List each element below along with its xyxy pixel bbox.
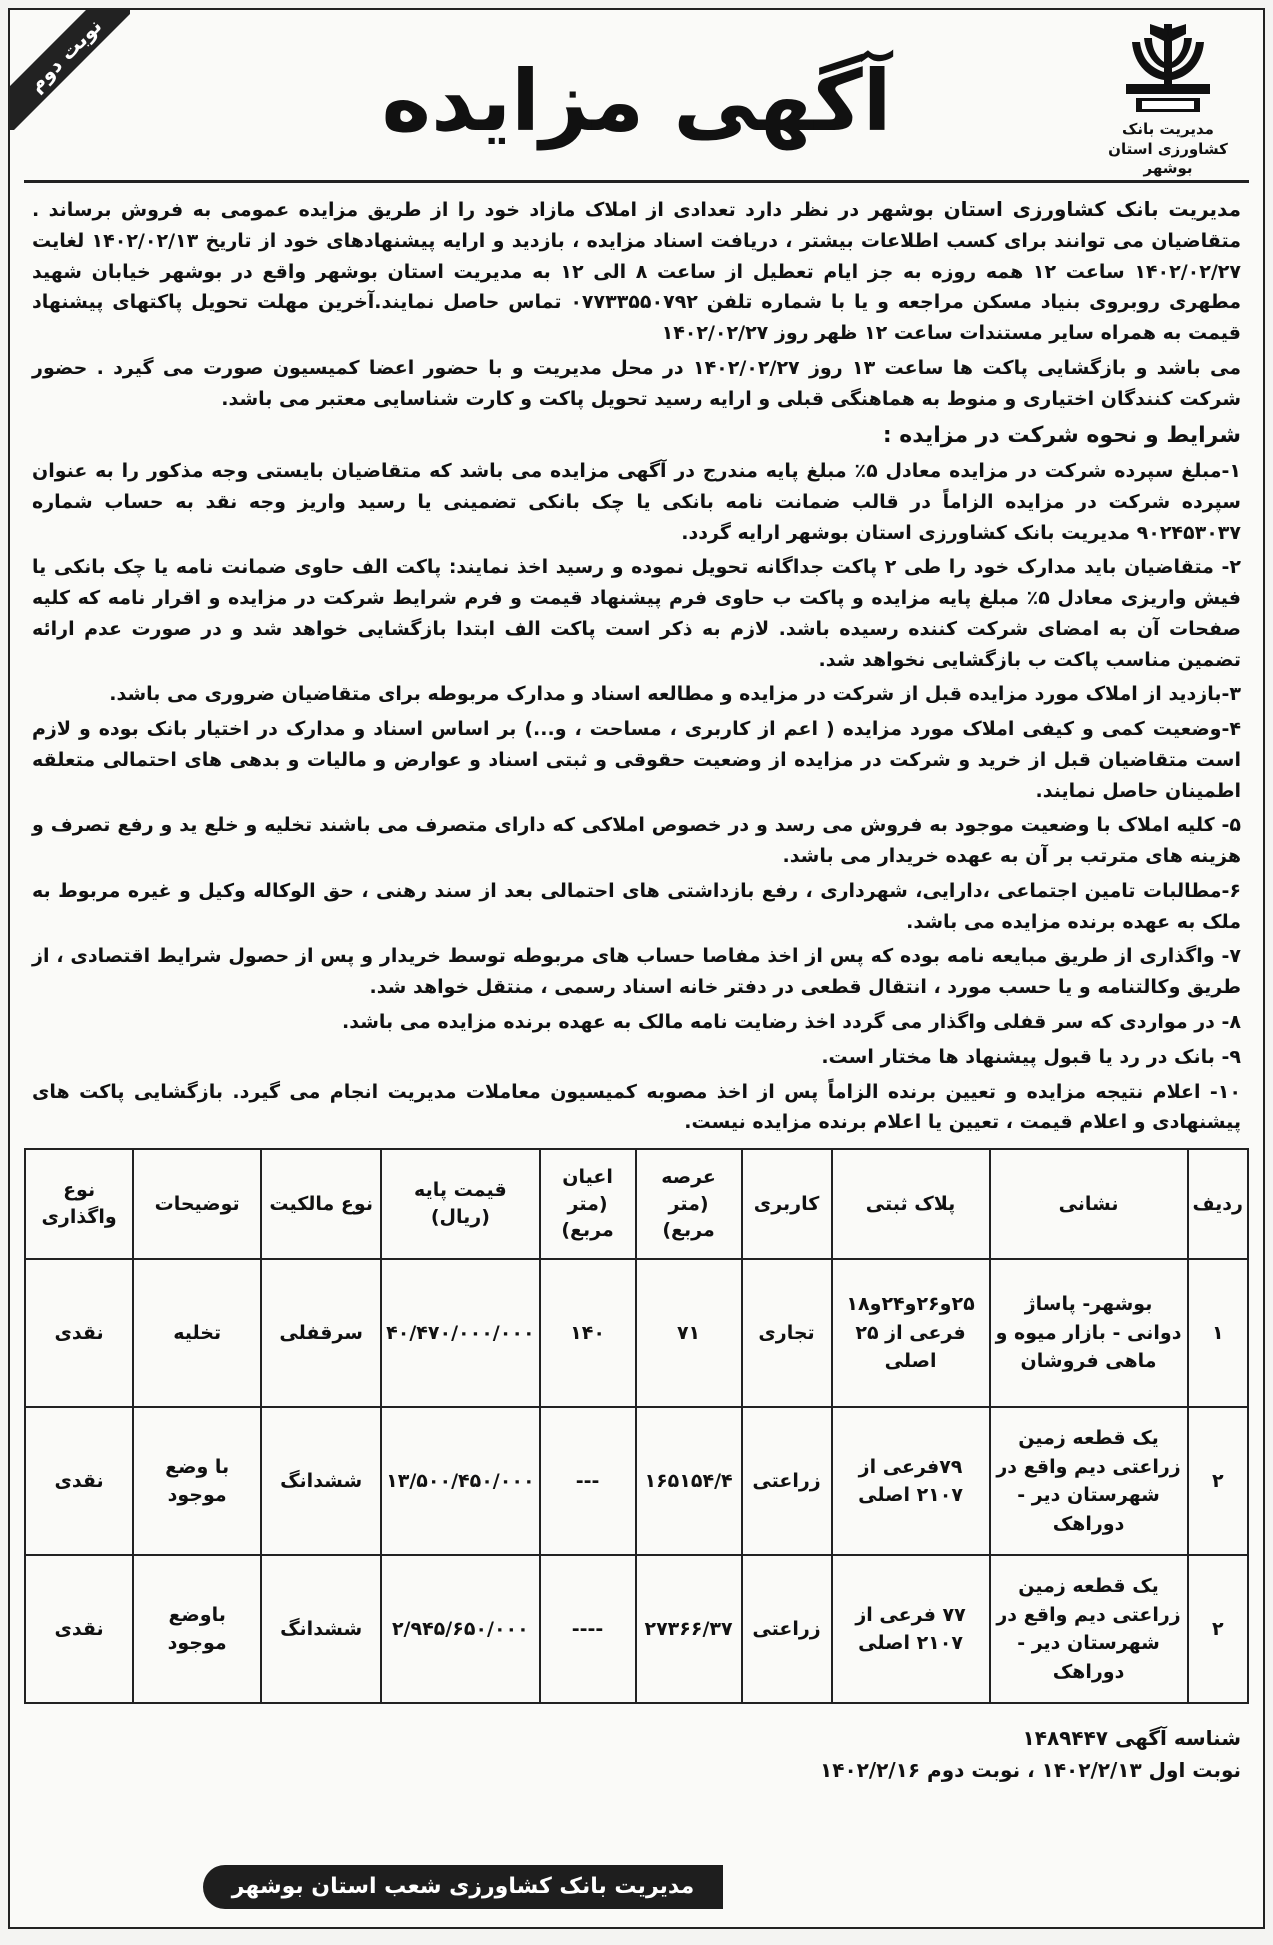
col-plak: پلاک ثبتی [832,1149,990,1259]
condition-item: ۳-بازدید از املاک مورد مزایده قبل از شرکت در مزایده و مطالعه اسناد و مدارک مربوطه برای متقاضیان ضروری می باشد. [109,683,1241,706]
cell-ownership: ششدانگ [261,1407,381,1555]
col-ownership: نوع مالکیت [261,1149,381,1259]
col-price: قیمت پایه (ریال) [381,1149,539,1259]
cell-building: ۱۴۰ [540,1259,636,1407]
intro-lead: مدیریت بانک کشاورزی استان بوشهر [868,197,1241,221]
cell-description: با وضع موجود [133,1407,261,1555]
condition-item: ۵- کلیه املاک با وضعیت موجود به فروش می رسد و در خصوص املاکی که دارای متصرف می باشند تخلیه و خلع ید و رفع تصرف و هزینه های مترتب بر آن به عهده خریدار می باشد. [32,814,1241,868]
cell-address: بوشهر- پاساژ دوانی - بازار میوه و ماهی فروشان [990,1259,1188,1407]
ad-identifier: شناسه آگهی ۱۴۸۹۴۴۷ [1022,1726,1241,1751]
cell-transfer: نقدی [25,1555,133,1703]
condition-item: ۲- متقاضیان باید مدارک خود را طی ۲ پاکت جداگانه تحویل نموده و رسید اخذ نمایند: پاکت الف حاوی ضمانت نامه یا چک بانکی یا فیش واریزی معادل ۵٪ مبلغ پایه مزایده و پاکت ب حاوی فرم پیشنهاد قیمت و فرم شرایط شرکت در مزایده و اقرار نامه که کلیه صفحات آن به امضای شرکت کننده رسیده باشد. لازم به ذکر است پاکت الف ابتدا بازگشایی خواهد شد و در صورت عدم ارائه تضمین مناسب پاکت ب بازگشایی نخواهد شد. [32,556,1241,671]
condition-item: ۱-مبلغ سپرده شرکت در مزایده معادل ۵٪ مبلغ پایه مندرج در آگهی مزایده می باشد که متقاضیان بایستی وجه مذکور را به عنوان سپرده شرکت در مزایده الزاماً در قالب ضمانت نامه بانکی یا چک بانکی تضمینی یا رسید واریز وجه نقد به حساب شماره ۹۰۲۴۵۳۰۳۷ مدیریت بانک کشاورزی استان بوشهر ارایه گردد. [32,459,1241,544]
cell-area: ۷۱ [636,1259,742,1407]
logo-caption: مدیریت بانک کشاورزی استان بوشهر [1108,120,1228,177]
cell-transfer: نقدی [25,1259,133,1407]
cell-plak: ۷۹فرعی از ۲۱۰۷ اصلی [832,1407,990,1555]
cell-ownership: ششدانگ [261,1555,381,1703]
col-usage: کاربری [742,1149,832,1259]
cell-area: ۱۶۵۱۵۴/۴ [636,1407,742,1555]
cell-usage: زراعتی [742,1407,832,1555]
intro-text-1: در نظر دارد تعدادی از املاک مازاد خود را از طریق مزایده عمومی به فروش برساند . متقاضیان می توانند برای کسب اطلاعات بیشتر ، دریافت اسناد مزایده ، بازدید و ارایه پیشنهادهای خود از تاریخ ۱۴۰۲/۰۲/۱۳ لغایت ۱۴۰۲/۰۲/۲۷ ساعت ۱۲ همه روزه به جز ایام تعطیل از ساعت ۸ الی ۱۲ به مدیریت استان بوشهر واقع در بوشهر خیابان شهید مطهری روبروی بنیاد مسکن مراجعه و یا با شماره تلفن ۰۷۷۳۳۵۵۰۷۹۲ تماس حاصل نمایند.آخرین مهلت تحویل پاکتهای پیشنهاد قیمت به همراه سایر مستندات ساعت ۱۲ ظهر روز ۱۴۰۲/۰۲/۲۷ [32,199,1242,345]
table-header-row [25,1149,1248,1259]
cell-transfer: نقدی [25,1407,133,1555]
cell-ownership: سرقفلی [261,1259,381,1407]
notice-header [10,10,1263,180]
bank-logo-icon [1120,20,1216,120]
cell-usage: زراعتی [742,1555,832,1703]
table-row [25,1259,1248,1407]
cell-address: یک قطعه زمین زراعتی دیم واقع در شهرستان دیر - دوراهک [990,1555,1188,1703]
cell-building: --- [540,1407,636,1555]
notice-footer [10,1704,1263,1786]
cell-price: ۴۰/۴۷۰/۰۰۰/۰۰۰ [381,1259,539,1407]
cell-row: ۲ [1188,1555,1248,1703]
cell-plak: ۷۷ فرعی از ۲۱۰۷ اصلی [832,1555,990,1703]
cell-price: ۱۳/۵۰۰/۴۵۰/۰۰۰ [381,1407,539,1555]
publication-dates: نوبت اول ۱۴۰۲/۲/۱۳ ، نوبت دوم ۱۴۰۲/۲/۱۶ [820,1758,1241,1783]
condition-item: ۶-مطالبات تامین اجتماعی ،دارایی، شهرداری ، رفع بازداشتی های احتمالی بعد از سند رهنی ، حق الوکاله وکیل و غیره مربوط به ملک به عهده برنده مزایده می باشد. [32,879,1241,933]
condition-item: ۱۰- اعلام نتیجه مزایده و تعیین برنده الزاماً پس از اخذ مصوبه کمیسیون معاملات مدیریت انجام می گیرد. بازگشایی پاکت های پیشنهادی و اعلام قیمت ، تعیین یا اعلام برنده مزایده نیست. [32,1080,1241,1134]
cell-area: ۲۷۳۶۶/۳۷ [636,1555,742,1703]
col-row: ردیف [1188,1149,1248,1259]
table-row [25,1555,1248,1703]
cell-price: ۲/۹۴۵/۶۵۰/۰۰۰ [381,1555,539,1703]
condition-item: ۷- واگذاری از طریق مبایعه نامه بوده که پس از اخذ مفاصا حساب های مربوطه توسط خریدار و پس از حصول شرایط اقتصادی ، از طریق وکالتنامه و یا حسب مورد ، انتقال قطعی در دفتر خانه اسناد رسمی ، منتقل خواهد شد. [32,945,1241,999]
ribbon-label: نوبت دوم [10,10,130,130]
notice-title: آگهی مزایده [381,52,892,150]
col-address: نشانی [990,1149,1188,1259]
properties-table [24,1148,1249,1704]
col-building: اعیان (متر مربع) [540,1149,636,1259]
cell-usage: تجاری [742,1259,832,1407]
signature-banner: مدیریت بانک کشاورزی شعب استان بوشهر [203,1865,723,1909]
cell-description: باوضع موجود [133,1555,261,1703]
col-description: توضیحات [133,1149,261,1259]
bank-logo [1093,20,1243,179]
cell-plak: ۲۵و۲۶و۲۴و۱۸ فرعی از ۲۵ اصلی [832,1259,990,1407]
cell-building: ---- [540,1555,636,1703]
condition-item: ۸- در مواردی که سر قفلی واگذار می گردد اخذ رضایت نامه مالک به عهده برنده مزایده می باشد. [342,1011,1241,1033]
col-area: عرصه (متر مربع) [636,1149,742,1259]
condition-item: ۹- بانک در رد یا قبول پیشنهاد ها مختار است. [821,1045,1241,1068]
col-transfer: نوع واگذاری [25,1149,133,1259]
cell-address: یک قطعه زمین زراعتی دیم واقع در شهرستان دیر - دوراهک [990,1407,1188,1555]
condition-item: ۴-وضعیت کمی و کیفی املاک مورد مزایده ( اعم از کاربری ، مساحت ، و...) بر اساس اسناد و مدارک در اختیار بانک بوده و لازم است متقاضیان قبل از خرید و شرکت در مزایده از وضعیت حقوقی و ثبتی اسناد و عوارض و مالیات و بدهی های احتمالی متعلقه اطمینان حاصل نمایند. [32,718,1241,802]
cell-description: تخلیه [133,1259,261,1407]
cell-row: ۲ [1188,1407,1248,1555]
auction-notice-page [8,8,1265,1929]
conditions-heading: شرایط و نحوه شرکت در مزایده : [882,423,1241,449]
intro-text-2: می باشد و بازگشایی پاکت ها ساعت ۱۳ روز ۱۴۰۲/۰۲/۲۷ در محل مدیریت و با حضور اعضا کمیسیون صورت می گیرد . حضور شرکت کنندگان اختیاری و منوط به هماهنگی قبلی و ارایه رسید تحویل پاکت و کارت شناسایی معتبر می باشد. [32,356,1241,410]
notice-body [10,183,1263,1138]
table-row [25,1407,1248,1555]
intro-paragraph [32,193,1241,349]
cell-row: ۱ [1188,1259,1248,1407]
